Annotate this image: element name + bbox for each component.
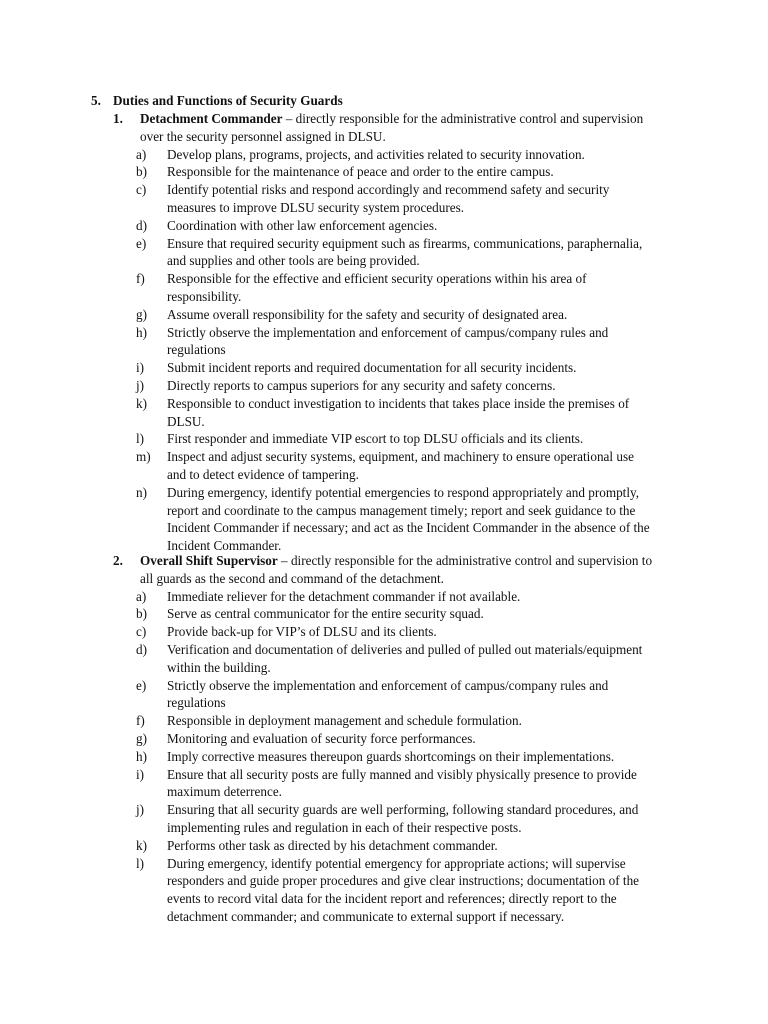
list-item-text: Immediate reliever for the detachment commander if not available. — [167, 588, 521, 604]
list-item-text: regulations — [167, 695, 226, 711]
list-item-text: Ensure that required security equipment such as firearms, communications, paraphernalia, — [167, 235, 643, 251]
list-item-text: and supplies and other tools are being provided. — [167, 253, 420, 269]
list-item-text: During emergency, identify potential emergencies to respond appropriately and promptly, — [167, 484, 640, 500]
list-item-text: Submit incident reports and required documentation for all security incidents. — [167, 360, 577, 376]
list-item-letter: g) — [136, 306, 147, 322]
list-item-text: maximum deterrence. — [167, 784, 282, 800]
list-item-text: responders and guide proper procedures and give clear instructions; documentation of the — [167, 873, 640, 889]
list-item-letter: d) — [136, 217, 147, 233]
list-item-letter: l) — [136, 431, 145, 447]
list-item-text: implementing rules and regulation in each of their respective posts. — [167, 820, 522, 835]
role-description-continued: all guards as the second and command of the detachment. — [140, 570, 444, 586]
list-item-text: During emergency, identify potential emergency for appropriate actions; will supervise — [167, 855, 626, 871]
list-item-text: Performs other task as directed by his detachment commander. — [167, 837, 498, 853]
section-title: Duties and Functions of Security Guards — [113, 93, 343, 108]
list-item-letter: d) — [136, 642, 147, 657]
list-item-letter: a) — [136, 146, 147, 162]
list-item-text: events to record vital data for the incident report and references; directly report to the — [167, 891, 617, 907]
role-title: Overall Shift Supervisor — [140, 553, 278, 568]
list-item-text: Ensure that all security posts are fully manned and visibly physically presence to provide — [167, 766, 637, 782]
list-item-text: Incident Commander if necessary; and act as the Incident Commander in the absence of the — [167, 520, 650, 536]
list-item-letter: c) — [136, 624, 147, 640]
list-item-text: Develop plans, programs, projects, and activities related to security innovation. — [167, 146, 585, 162]
role-description: – directly responsible for the administrative control and supervision to — [277, 553, 653, 568]
role-description-continued: over the security personnel assigned in DLSU. — [140, 128, 386, 144]
list-item-letter: f) — [136, 271, 145, 287]
list-item-letter: j) — [136, 378, 145, 393]
list-item-text: Serve as central communicator for the entire security squad. — [167, 606, 484, 622]
list-item-text: DLSU. — [167, 413, 205, 429]
list-item-letter: l) — [136, 855, 145, 871]
list-item-letter: a) — [136, 588, 147, 604]
list-item-text: Strictly observe the implementation and enforcement of campus/company rules and — [167, 677, 609, 693]
list-item-text: Ensuring that all security guards are well performing, following standard procedures, and — [167, 802, 639, 818]
list-item-text: Incident Commander. — [167, 538, 282, 554]
list-item-text: report and coordinate to the campus management timely; report and seek guidance to the — [167, 502, 636, 518]
list-item-letter: h) — [136, 748, 147, 764]
list-item-text: and to detect evidence of tampering. — [167, 467, 359, 482]
list-item-text: Directly reports to campus superiors for any security and safety concerns. — [167, 378, 556, 393]
role-heading — [140, 552, 652, 570]
role-description: – directly responsible for the administrative control and supervision — [282, 111, 644, 126]
list-item-letter: h) — [136, 324, 147, 340]
list-item-text: Provide back-up for VIP’s of DLSU and its clients. — [167, 624, 437, 640]
list-item-text: First responder and immediate VIP escort to top DLSU officials and its clients. — [167, 431, 584, 447]
list-item-text: Verification and documentation of deliveries and pulled of pulled out materials/equipment — [167, 642, 643, 657]
list-item-letter: m) — [136, 449, 151, 465]
list-item-text: within the building. — [167, 659, 271, 675]
list-item-letter: b) — [136, 164, 147, 180]
list-item-text: Responsible to conduct investigation to incidents that takes place inside the premises of — [167, 395, 630, 411]
list-item-letter: i) — [136, 766, 145, 782]
list-item-letter: k) — [136, 395, 147, 411]
list-item-text: detachment commander; and communicate to external support if necessary. — [167, 909, 565, 924]
list-item-letter: e) — [136, 677, 147, 693]
list-item-text: Imply corrective measures thereupon guards shortcomings on their implementations. — [167, 748, 615, 764]
list-item-letter: g) — [136, 731, 147, 746]
list-item-letter: c) — [136, 182, 147, 198]
role-number: 1. — [113, 111, 123, 126]
list-item-text: Coordination with other law enforcement agencies. — [167, 217, 438, 233]
list-item-letter: j) — [136, 802, 145, 818]
list-item-text: Identify potential risks and respond accordingly and recommend safety and security — [167, 182, 610, 198]
list-item-text: responsibility. — [167, 289, 242, 304]
list-item-text: Strictly observe the implementation and enforcement of campus/company rules and — [167, 324, 609, 340]
list-item-letter: f) — [136, 713, 145, 729]
role-heading — [140, 110, 643, 128]
list-item-text: regulations — [167, 342, 226, 358]
list-item-text: Monitoring and evaluation of security force performances. — [167, 731, 476, 746]
list-item-letter: e) — [136, 235, 147, 251]
list-item-text: measures to improve DLSU security system procedures. — [167, 200, 465, 215]
role-title: Detachment Commander — [140, 111, 283, 126]
list-item-text: Inspect and adjust security systems, equipment, and machinery to ensure operational use — [167, 449, 634, 465]
list-item-text: Responsible in deployment management and schedule formulation. — [167, 713, 522, 729]
list-item-letter: k) — [136, 837, 147, 853]
list-item-text: Responsible for the maintenance of peace and order to the entire campus. — [167, 164, 554, 180]
list-item-text: Responsible for the effective and efficient security operations within his area of — [167, 271, 587, 287]
list-item-letter: i) — [136, 360, 145, 376]
role-number: 2. — [113, 553, 123, 568]
list-item-letter: b) — [136, 606, 147, 622]
section-number: 5. — [91, 93, 101, 108]
list-item-letter: n) — [136, 484, 147, 500]
list-item-text: Assume overall responsibility for the safety and security of designated area. — [167, 306, 568, 322]
